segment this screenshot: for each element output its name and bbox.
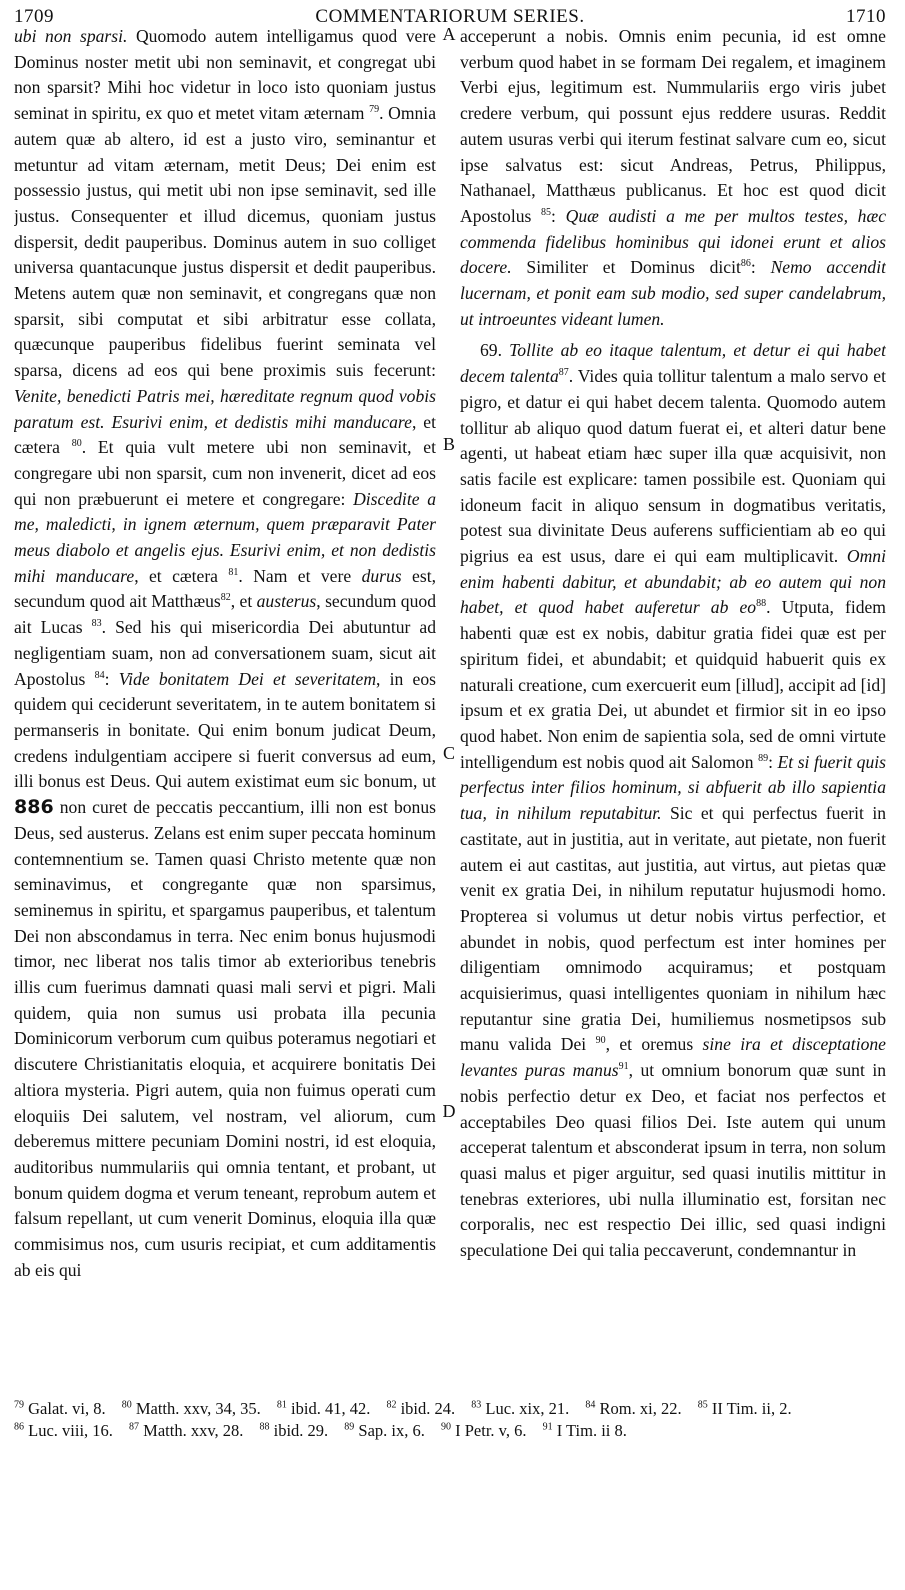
footnote-number: 88	[259, 1421, 270, 1433]
body-text: . Et quia vult metere ubi non seminavit, et congregare ubi non sparsit, cum non invenerit, dicet ad eos qui non præbuerunt ei metere et congregare:	[14, 437, 436, 509]
italic-text: Vide bonitatem Dei et severitatem	[118, 668, 377, 689]
footnote-text: ibid. 41, 42.	[291, 1399, 371, 1418]
footnote	[471, 1399, 569, 1418]
footnote-number: 91	[542, 1421, 553, 1433]
right-column	[460, 24, 886, 1264]
left-paragraph	[14, 24, 436, 1283]
footnote	[260, 1421, 329, 1440]
body-text: :	[551, 205, 566, 226]
footnote	[14, 1399, 106, 1418]
running-title: COMMENTARIORUM SERIES.	[315, 6, 585, 27]
body-text: Sic et qui perfectus fuerit in castitate, aut in justitia, aut in veritate, aut pietate, non fuerit autem ei aut castitas, aut justitia, aut virtus, aut pietas quæ venit ex gratia Dei, in nihilum reputatur hujusmodi homo. Propterea si volumus ut detur nobis virtus perfectior, et abundet in nobis, quod perfectum est inter homines per diligentiam omnimodo acquiramus; et postquam acquisierimus, quasi intelligentes quoniam in nihilum hæc reputantur sine gratia Dei, humiliemus nosmetipsos sub manu valida Dei	[460, 803, 886, 1055]
italic-text: Nemo accendit lucernam, et ponit eam sub modio, sed super candelabrum, ut introeuntes videant lumen.	[460, 257, 886, 329]
footnote-ref[interactable]: 83	[91, 618, 102, 630]
body-text: Quomodo autem intelligamus quod vere Dominus noster metit ubi non seminavit, et congregat ubi non sparsit? Mihi hoc videtur in loco isto quoniam justus seminat in spiritu, ex quo et metet vitam æternam	[14, 26, 436, 124]
italic-text: sine ira et disceptatione levantes puras manus	[460, 1034, 886, 1081]
footnote-text: Sap. ix, 6.	[358, 1421, 425, 1440]
body-text: est, secundum quod ait Matthæus	[14, 565, 436, 612]
footnote-ref[interactable]: 84	[94, 669, 105, 681]
footnote	[122, 1399, 261, 1418]
body-text: :	[750, 257, 771, 278]
italic-text: durus	[361, 565, 402, 586]
footnote-number: 80	[121, 1399, 132, 1411]
footnote	[14, 1421, 113, 1440]
right-paragraph	[460, 338, 886, 1263]
footnote-text: Matth. xxv, 34, 35.	[135, 1399, 261, 1418]
footnote-ref[interactable]: 79	[369, 104, 380, 116]
footnote-ref[interactable]: 89	[758, 752, 769, 764]
footnote	[543, 1421, 627, 1440]
footnote-text: ibid. 29.	[273, 1421, 329, 1440]
footnote	[129, 1421, 243, 1440]
left-column	[14, 24, 436, 1283]
footnote-ref[interactable]: 85	[541, 207, 552, 219]
footnote-text: Luc. xix, 21.	[485, 1399, 570, 1418]
footnote-number: 90	[441, 1421, 452, 1433]
footnote-number: 89	[344, 1421, 355, 1433]
italic-text: ubi non sparsi.	[14, 26, 128, 46]
body-text: , et cætera	[134, 565, 229, 586]
footnote-ref[interactable]: 86	[740, 258, 751, 270]
footnote-number: 82	[386, 1399, 397, 1411]
footnote-text: Luc. viii, 16.	[28, 1421, 113, 1440]
footnote-ref[interactable]: 82	[220, 592, 231, 604]
footnote-number: 83	[471, 1399, 482, 1411]
footnote-text: I Tim. ii 8.	[556, 1421, 627, 1440]
body-text: . Omnia autem quæ ab altero, id est a justo viro, seminantur et metuntur ad vitam æternam, metit Deus; Dei enim est possessio justus, qui metit ubi non ipse seminavit, sed ille justus. Consequenter et illud dicemus, quoniam justus dispersit, dedit pauperibus. Dominus autem in suo colliget universa quantacunque justus dispersit et dedit pauperibus. Metens autem quæ non seminavit, et congregans quæ non sparsit, sibi computat et sibi arbitratur esse collata, quæcunque pauperibus fidelibus fuerint seminata vel sparsa, dicens ad eos qui bene proximis suis fecerunt:	[14, 103, 436, 381]
body-text: . Nam et vere	[238, 565, 362, 586]
footnote-text: II Tim. ii, 2.	[711, 1399, 792, 1418]
body-text: . Utputa, fidem habenti quæ est ex nobis, dabitur gratia fidei quæ est per spiritum fidei, et abundabit; et quidquid habuerit quis ex naturali creatione, cum exercuerit eum [illud], accipit ad [id] ipsum et ex gratia Dei, ut abundet et firmior sit in eo ipso quod habet. Non enim de sapientia sola, sed de omni virtute intelligendum est nobis quod ait Salomon	[460, 597, 886, 772]
italic-text: Tollite ab eo itaque talentum, et detur ei qui habet decem talenta	[460, 340, 886, 387]
body-text: non curet de peccatis peccantium, illi non est bonus Deus, sed austerus. Zelans est enim super peccata hominum contemnentium se. Tamen quasi Christo metente quæ non seminavimus, et congregante quæ non sparsimus, seminemus in spiritu, et spargamus pauperibus, et talentum Dei non abscondamus in terra. Nec enim bonus hujusmodi timor, nec liberat nos talis timor ab exterioribus tenebris illis cum fuerimus damnati quasi mali servi et pigri. Mali quidem, quia non sumus usi probata illa pecunia Dominicorum verborum cum quibus poteramus negotiari et discutere Christianitatis eloquia, et acquirere bonitatis Dei altiora mysteria. Pigri autem, quia non fuimus operati cum eloquiis Dei salutem, vel nostram, vel aliorum, cum deberemus mittere pecuniam Domini nostri, id est eloquia, auditoribus nummulariis qui omnia tentant, et probant, ut bonum quidem dogma et verum teneant, reprobum autem et falsum repellant, ut cum venerit Dominus, eloquia illa quæ commisimus nos, cum usuris recipiat, et cum additamentis ab eis qui	[14, 797, 436, 1280]
footnote-number: 87	[129, 1421, 140, 1433]
italic-text: Omni enim habenti dabitur, et abundabit; ab eo autem qui non habet, et quod habet auferetur ab eo	[460, 546, 886, 618]
footnote-ref[interactable]: 88	[756, 598, 767, 610]
footnote	[441, 1421, 526, 1440]
footnote-ref[interactable]: 80	[71, 438, 82, 450]
footnotes	[14, 1398, 886, 1442]
margin-marker-c: C	[442, 743, 455, 763]
margin-marker-b: B	[442, 434, 455, 454]
italic-text: Discedite a me, maledicti, in ignem æternum, quem præparavit Pater meus diabolo et angelis ejus. Esurivi enim, et non dedistis mihi manducare	[14, 488, 436, 586]
body-text: , in eos quidem qui ceciderunt severitatem, in te autem bonitatem si permanseris in bonitate. Qui enim bonum judicat Deum, credens indulgentiam accipere si fuerit conversus ad eum, illi bonus est Deus. Qui autem existimat eum sic bonum, ut	[14, 668, 436, 792]
footnote-ref[interactable]: 91	[618, 1061, 629, 1073]
margin-marker-d: D	[442, 1101, 456, 1121]
footnote	[585, 1399, 681, 1418]
body-text: . Vides quia tollitur talentum a malo servo et pigro, et datur ei qui habet decem talenta. Quomodo autem tollitur ab aliquo quod datum fuerat ei, et alteri datur bene agenti, ut habeat etiam hæc super illa quæ acquisivit, non satis facile est explicare: tamen possibile est. Quoniam qui idoneum facit in aliquo sensum in dogmatibus veritatis, potest sua divinitate Deus auferens sufficientiam ab eo qui pigrius ea est usus, dare ei qui eam multiplicavit.	[460, 366, 886, 567]
right-paragraph	[460, 24, 886, 332]
footnote-ref[interactable]: 90	[595, 1035, 606, 1047]
body-text: , et oremus	[605, 1034, 703, 1055]
footnote-number: 84	[585, 1399, 596, 1411]
italic-text: Venite, benedicti Patris mei, hæreditate regnum quod vobis paratum est. Esurivi enim, et dedistis mihi manducare	[14, 385, 436, 432]
footnote-ref[interactable]: 87	[558, 367, 569, 379]
footnote	[344, 1421, 425, 1440]
body-text: , et	[230, 591, 257, 612]
body-text: , secundum quod ait Lucas	[14, 591, 436, 638]
footnote-number: 79	[14, 1399, 24, 1411]
footnote	[386, 1399, 455, 1418]
section-number: 69.	[480, 340, 510, 361]
footnote-ref[interactable]: 81	[228, 566, 239, 578]
italic-text: Quæ audisti a me per multos testes, hæc commenda fidelibus hominibus qui idonei erunt et alios docere.	[460, 205, 886, 278]
margin-marker-a: A	[442, 24, 456, 44]
footnote-number: 85	[697, 1399, 708, 1411]
body-text: acceperunt a nobis. Omnis enim pecunia, id est omne verbum quod habet in se formam Dei regalem, et imaginem Verbi ejus, legitimum est. Nummulariis ergo viris jubet credere verbum, qui possunt ejus reddere usuras. Reddit autem usuras verbi qui iterum festinat salvare cum eo, sicut ipse salvatus est: sicut Andreas, Petrus, Philippus, Nathanael, Matthæus publicanus. Et hoc est quod dicit Apostolus	[460, 26, 886, 226]
body-text: :	[768, 751, 778, 772]
footnote-text: Matth. xxv, 28.	[143, 1421, 244, 1440]
footnote	[277, 1399, 370, 1418]
body-text: Similiter et Dominus dicit	[511, 257, 741, 278]
footnote	[698, 1399, 792, 1418]
body-text: , ut omnium bonorum quæ sunt in nobis perfectio detur ex Deo, et faciat nos perfectos et acceptabiles Deo quasi filios Dei. Iste autem qui unum acceperat talentum et absconderat ipsum in terra, non solum quasi malus et piger arguitur, sed quasi inutilis mittitur in tenebras exteriores, ubi nulla illuminatio est, forsitan nec corporalis, nec est respectio Dei illic, sed quasi indigni speculatione Dei qui talia peccaverunt, condemnantur in	[460, 1060, 886, 1261]
original-page-number: 886	[14, 796, 54, 819]
italic-text: austerus	[256, 591, 317, 612]
page-number-left: 1709	[14, 6, 54, 27]
italic-text: Et si fuerit quis perfectus inter filios hominum, si abfuerit ab illo sapientia tua, in nihilum reputabitur.	[460, 751, 886, 824]
footnote-text: ibid. 24.	[400, 1399, 456, 1418]
body-text: , et cætera	[14, 411, 436, 458]
footnote-number: 81	[276, 1399, 287, 1411]
footnote-text: Galat. vi, 8.	[28, 1399, 106, 1418]
footnote-number: 86	[14, 1421, 24, 1433]
page-number-right: 1710	[846, 6, 886, 27]
footnote-text: Rom. xi, 22.	[599, 1399, 682, 1418]
body-text: . Sed his qui misericordia Dei abutuntur ad negligentiam suam, non ad conversationem suam, sicut ait Apostolus	[14, 617, 436, 689]
body-text: :	[104, 668, 119, 689]
footnote-text: I Petr. v, 6.	[455, 1421, 527, 1440]
